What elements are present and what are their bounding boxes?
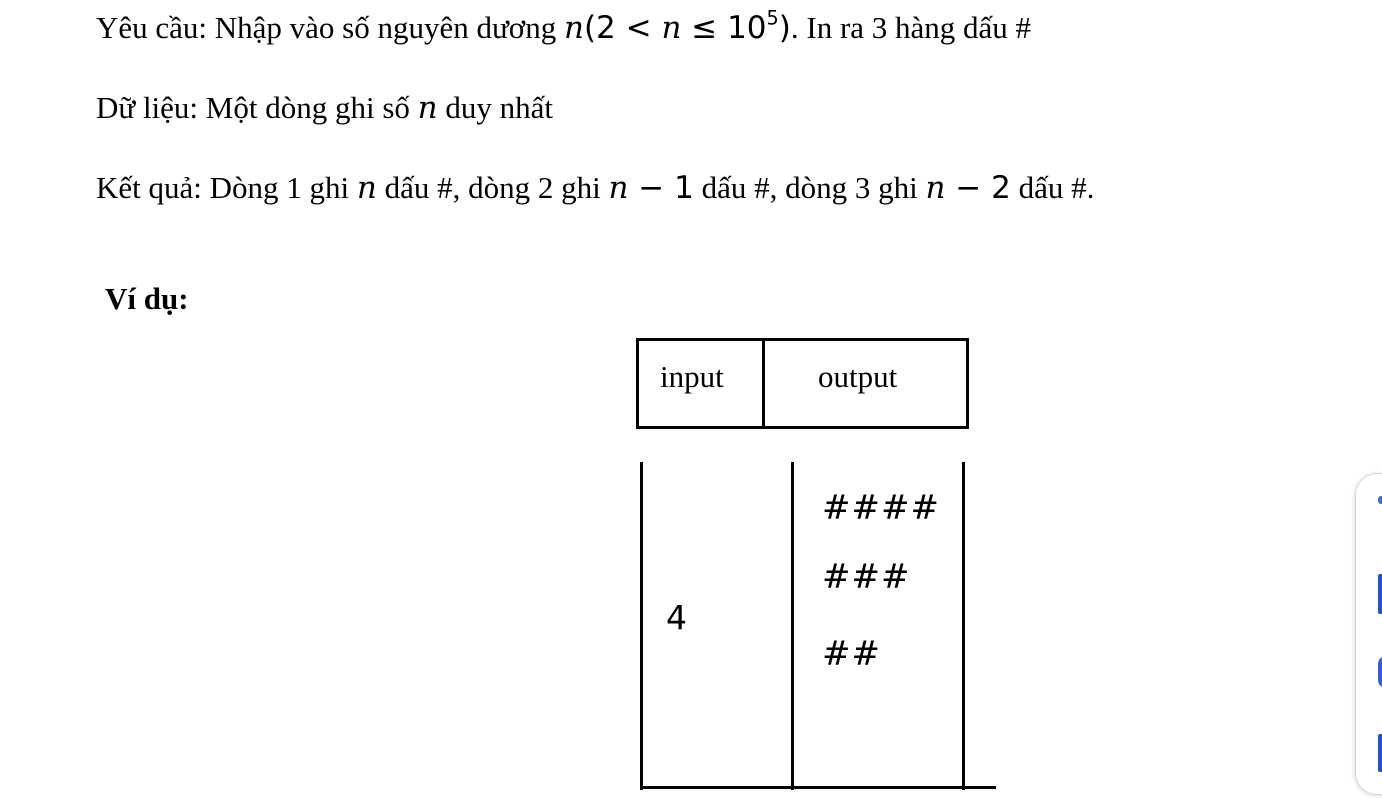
requirement-line: [96, 8, 1031, 48]
result-text: dấu #, dòng 2 ghi: [384, 170, 601, 205]
result-text: dấu #, dòng 3 ghi: [701, 170, 918, 205]
toolbar-bar-icon[interactable]: [1378, 574, 1382, 614]
table-border-right: [962, 462, 965, 790]
example-heading: Ví dụ:: [105, 281, 189, 316]
table-border-middle: [791, 462, 794, 790]
requirement-label: Yêu cầu:: [96, 10, 208, 45]
result-text: dấu #.: [1018, 170, 1095, 205]
math-exponent: 5: [766, 6, 779, 30]
math-var-n: n: [356, 170, 377, 206]
example-output-row: ###: [822, 557, 911, 597]
example-output-row: ##: [822, 634, 881, 674]
table-border-bottom: [640, 786, 996, 789]
result-line: [96, 168, 1094, 208]
math-var-n: n: [925, 170, 946, 206]
header-divider: [762, 338, 765, 429]
math-var-n: n: [661, 10, 682, 46]
result-text: Dòng 1 ghi: [209, 170, 350, 205]
result-label: Kết quả:: [96, 170, 202, 205]
toolbar-dot-icon[interactable]: [1378, 496, 1382, 504]
math-range-open: (2 <: [583, 10, 662, 46]
toolbar-round-icon[interactable]: [1378, 656, 1382, 688]
data-label: Dữ liệu:: [96, 90, 199, 125]
math-range-close: ): [778, 10, 791, 46]
data-text: Một dòng ghi số: [205, 90, 410, 125]
column-header-input: input: [660, 359, 724, 394]
math-expression: − 2: [945, 170, 1011, 206]
example-input-value: 4: [666, 598, 687, 637]
floating-side-toolbar[interactable]: [1355, 473, 1382, 795]
requirement-text: Nhập vào số nguyên dương: [214, 10, 557, 45]
math-var-n: n: [563, 10, 584, 46]
math-range-leq: ≤ 10: [681, 10, 767, 46]
toolbar-bar-icon[interactable]: [1378, 734, 1382, 772]
column-header-output: output: [818, 359, 898, 394]
math-expression: − 1: [628, 170, 694, 206]
data-line: [96, 88, 553, 128]
example-output-row: ####: [822, 488, 940, 528]
requirement-text-after: . In ra 3 hàng dấu #: [790, 10, 1032, 45]
data-text-after: duy nhất: [445, 90, 553, 125]
math-var-n: n: [608, 170, 629, 206]
table-border-left: [640, 462, 643, 790]
math-var-n: n: [417, 90, 438, 126]
